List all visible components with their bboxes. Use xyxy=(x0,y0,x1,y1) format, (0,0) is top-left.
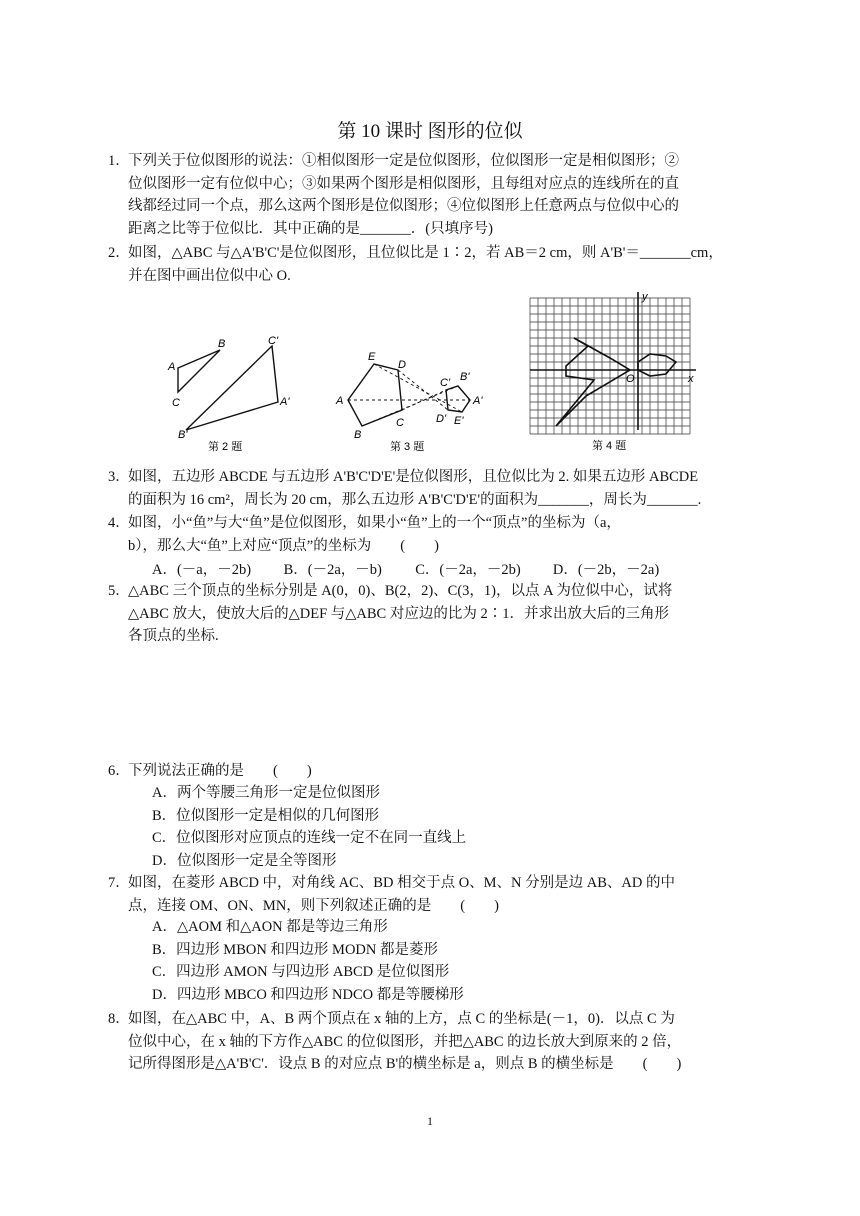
question-line: 的面积为 16 cm²，周长为 20 cm，那么五边形 A'B'C'D'E'的面积为_______，周长为_______. xyxy=(128,491,702,508)
question-number: 2． xyxy=(108,245,130,261)
label-c-prime: C' xyxy=(268,335,279,347)
figure-caption: 第 3 题 xyxy=(390,441,425,453)
label-d-prime: D' xyxy=(436,413,447,425)
question-line: 如图，五边形 ABCDE 与五边形 A'B'C'D'E'是位似图形，且位似比为 2. 如果五边形 ABCDE xyxy=(128,469,699,485)
question-line: 下列关于位似图形的说法：①相似图形一定是位似图形，位似图形一定是相似图形；② xyxy=(128,153,679,169)
label-b-prime: B' xyxy=(460,371,470,383)
question-line: b），那么大“鱼”上对应“顶点”的坐标为 ( ) xyxy=(128,537,439,554)
label-e: E xyxy=(368,351,376,363)
question-number: 6． xyxy=(108,763,130,779)
label-d: D xyxy=(398,359,406,371)
question-number: 5． xyxy=(108,583,130,599)
label-b-prime: B' xyxy=(178,429,188,441)
question-line: 如图，在△ABC 中，A、B 两个顶点在 x 轴的上方，点 C 的坐标是(－1，0)．以点 C 为 xyxy=(128,1011,675,1027)
option-b[interactable]: B．位似图形一定是相似的几何图形 xyxy=(152,807,380,824)
option-b[interactable]: B．四边形 MBON 和四边形 MODN 都是菱形 xyxy=(152,941,438,958)
question-line: 并在图中画出位似中心 O. xyxy=(128,267,291,284)
figure-3 xyxy=(330,330,490,458)
question-7-options xyxy=(152,916,464,1006)
question-number: 1． xyxy=(108,153,130,169)
label-b: B xyxy=(354,429,362,441)
question-line: 位似图形一定有位似中心；③如果两个图形是相似图形，且每组对应点的连线所在的直 xyxy=(128,175,679,192)
question-stem: 下列说法正确的是 ( ) xyxy=(128,763,312,779)
option-c[interactable]: C．位似图形对应顶点的连线一定不在同一直线上 xyxy=(152,830,467,846)
question-line: 记所得图形是△A'B'C'．设点 B 的对应点 B'的横坐标是 a，则点 B 的横坐标是 ( ) xyxy=(128,1056,682,1072)
figure-caption: 第 4 题 xyxy=(592,440,627,452)
option-a[interactable]: A．两个等腰三角形一定是位似图形 xyxy=(152,785,380,801)
option-d[interactable]: D．四边形 MBCO 和四边形 NDCO 都是等腰梯形 xyxy=(152,986,464,1003)
option-b[interactable]: B．(－2a，－b) xyxy=(283,562,382,578)
figure-4 xyxy=(526,290,702,460)
question-line: △ABC 放大，使放大后的△DEF 与△ABC 对应边的比为 2∶1．并求出放大后的三角形 xyxy=(128,605,669,622)
label-e-prime: E' xyxy=(454,415,464,427)
question-number: 4． xyxy=(108,515,130,531)
question-8 xyxy=(108,1008,740,1076)
question-number: 3． xyxy=(108,469,130,485)
question-4-options xyxy=(152,558,752,579)
option-a[interactable]: A．△AOM 和△AON 都是等边三角形 xyxy=(152,919,388,935)
label-c: C xyxy=(396,417,404,429)
page-title: 第 10 课时 图形的位似 xyxy=(337,121,523,142)
question-line: △ABC 三个顶点的坐标分别是 A(0，0)、B(2，2)、C(3，1)，以点 A 为位似中心，试将 xyxy=(128,583,673,599)
question-6 xyxy=(108,760,740,783)
axis-x-label: x xyxy=(688,373,694,385)
question-line: 线都经过同一个点，那么这两个图形是位似图形；④位似图形上任意两点与位似中心的 xyxy=(128,198,679,214)
question-7 xyxy=(108,872,740,917)
label-a-prime: A' xyxy=(280,396,290,408)
question-3 xyxy=(108,466,740,511)
question-6-options xyxy=(152,782,466,872)
question-line: 如图，在菱形 ABCD 中，对角线 AC、BD 相交于点 O、M、N 分别是边 AB、AD 的中 xyxy=(128,875,675,891)
question-line: 各顶点的坐标. xyxy=(128,628,219,644)
label-a-prime: A' xyxy=(473,395,483,407)
label-c: C xyxy=(172,397,180,409)
question-1 xyxy=(108,150,740,240)
option-c[interactable]: C．(－2a，－2b) xyxy=(415,562,521,578)
question-line: 位似中心，在 x 轴的下方作△ABC 的位似图形，并把△ABC 的边长放大到原来的 2 倍， xyxy=(128,1033,682,1050)
origin-label: O xyxy=(626,373,635,385)
label-c-prime: C' xyxy=(440,377,451,389)
option-a[interactable]: A．(－a，－2b) xyxy=(152,562,252,578)
question-number: 8． xyxy=(108,1011,130,1027)
question-line: 如图，小“鱼”与大“鱼”是位似图形，如果小“鱼”上的一个“顶点”的坐标为（a， xyxy=(128,515,621,531)
question-line: 如图，△ABC 与△A'B'C'是位似图形，且位似比是 1∶2，若 AB＝2 cm，则 A'B'＝_______cm， xyxy=(128,245,723,261)
figure-2 xyxy=(160,330,310,458)
label-a: A xyxy=(336,395,344,407)
question-2 xyxy=(108,242,740,287)
question-line: 点，连接 OM、ON、MN，则下列叙述正确的是 ( ) xyxy=(128,897,499,914)
figure-caption: 第 2 题 xyxy=(208,441,243,453)
label-b: B xyxy=(218,338,226,350)
question-number: 7． xyxy=(108,875,130,891)
question-4 xyxy=(108,512,740,557)
option-d[interactable]: D．位似图形一定是全等图形 xyxy=(152,852,337,869)
question-line: 距离之比等于位似比．其中正确的是_______．(只填序号) xyxy=(128,220,493,237)
option-d[interactable]: D．(－2b，－2a) xyxy=(552,562,660,578)
option-c[interactable]: C．四边形 AMON 与四边形 ABCD 是位似图形 xyxy=(152,964,450,980)
axis-y-label: y xyxy=(642,291,648,303)
label-a: A xyxy=(168,361,176,373)
page-number: 1 xyxy=(427,1114,433,1128)
question-5 xyxy=(108,580,740,648)
